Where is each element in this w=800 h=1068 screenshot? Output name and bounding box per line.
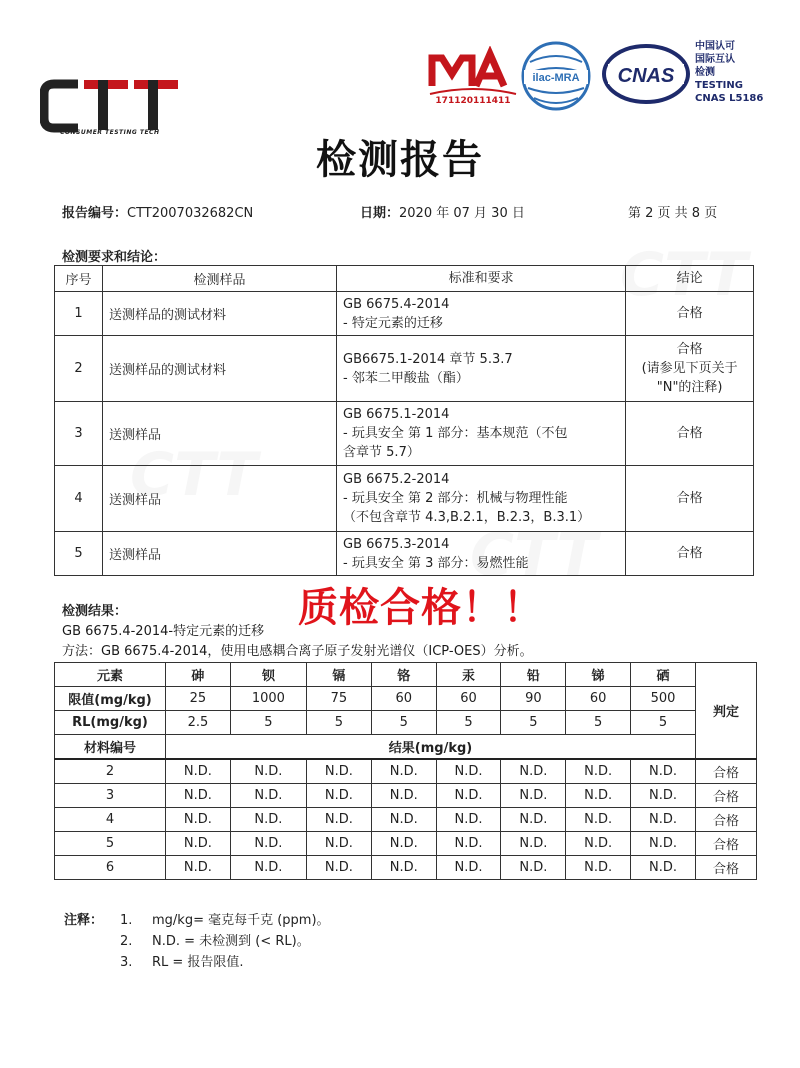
result-value: N.D. (307, 784, 372, 808)
result-value: N.D. (307, 832, 372, 856)
rl-value: 2.5 (166, 711, 231, 735)
cnas-caption-line: CNAS L5186 (695, 93, 764, 104)
notes (64, 910, 330, 973)
limit-label: 限值(mg/kg) (55, 687, 166, 711)
row-number: 2 (55, 336, 103, 402)
conclusion-line: "N"的注释) (656, 380, 723, 395)
standard-line: （不包含章节 4.3,B.2.1，B.2.3，B.3.1） (343, 510, 591, 525)
result-value: N.D. (501, 759, 566, 784)
rl-value: 5 (566, 711, 631, 735)
rl-value: 5 (501, 711, 566, 735)
conclusion (626, 336, 754, 402)
result-value: N.D. (307, 759, 372, 784)
cnas-caption-line: 中国认可 (695, 41, 735, 52)
result-value: N.D. (166, 784, 231, 808)
result-value: N.D. (230, 784, 306, 808)
result-value: N.D. (631, 856, 696, 880)
table-row (55, 402, 754, 466)
result-value: N.D. (166, 832, 231, 856)
limit-value: 1000 (230, 687, 306, 711)
standard (337, 336, 626, 402)
element-name: 镉 (307, 663, 372, 687)
requirements-heading: 检测要求和结论： (62, 250, 167, 265)
result-value: N.D. (230, 856, 306, 880)
table-row (55, 292, 754, 336)
conclusion: 合格 (626, 292, 754, 336)
report-number (62, 202, 253, 221)
standard (337, 402, 626, 466)
note-number: 3. (120, 955, 133, 970)
material-id: 6 (55, 856, 166, 880)
col-header: 检测样品 (103, 266, 337, 292)
rl-row (55, 711, 757, 735)
element-name: 钡 (230, 663, 306, 687)
note-number: 1. (120, 913, 133, 928)
material-id: 4 (55, 808, 166, 832)
page-indicator: 第 2 页 共 8 页 (628, 206, 718, 221)
material-id: 5 (55, 832, 166, 856)
table-row (55, 832, 757, 856)
limit-value: 60 (436, 687, 501, 711)
row-number: 5 (55, 532, 103, 576)
standard-line: - 玩具安全 第 3 部分：易燃性能 (343, 555, 529, 571)
sample-name: 送测样品的测试材料 (103, 292, 337, 336)
col-header: 结论 (626, 266, 754, 292)
result-value: N.D. (566, 784, 631, 808)
ilac-mra-mark (520, 40, 592, 112)
result-value: N.D. (230, 832, 306, 856)
standard (337, 292, 626, 336)
limit-value: 75 (307, 687, 372, 711)
element-row (55, 663, 757, 687)
result-unit-label: 结果(mg/kg) (166, 735, 696, 760)
quality-stamp: 质检合格！！ (298, 585, 544, 631)
report-date-label: 日期： (360, 206, 400, 221)
logo-tagline: CONSUMER TESTING TECH (60, 129, 160, 136)
standard-line: - 玩具安全 第 1 部分：基本规范（不包 (343, 426, 568, 441)
report-number-label: 报告编号： (62, 206, 128, 221)
verdict: 合格 (696, 759, 757, 784)
note-item (64, 910, 330, 931)
verdict: 合格 (696, 856, 757, 880)
element-name: 锑 (566, 663, 631, 687)
result-value: N.D. (566, 808, 631, 832)
limit-value: 90 (501, 687, 566, 711)
standard-line: - 邻苯二甲酸盐（酯） (343, 370, 469, 386)
ilac-text: ilac-MRA (532, 72, 580, 84)
limit-row (55, 687, 757, 711)
document-title: 检测报告 (316, 137, 484, 183)
result-value: N.D. (501, 784, 566, 808)
note-text: N.D. = 未检测到 (< RL)。 (152, 934, 310, 949)
cnas-caption-line: 国际互认 (695, 54, 735, 65)
results-method: 方法：GB 6675.4-2014，使用电感耦合离子原子发射光谱仪（ICP-OES）分析。 (62, 644, 533, 659)
results-standard: GB 6675.4-2014-特定元素的迁移 (62, 624, 265, 639)
result-value: N.D. (230, 759, 306, 784)
results-table (54, 662, 757, 880)
cnas-caption (695, 40, 763, 105)
conclusion: 合格 (626, 466, 754, 532)
standard-line: - 特定元素的迁移 (343, 315, 443, 331)
result-value: N.D. (166, 759, 231, 784)
element-name: 硒 (631, 663, 696, 687)
table-header-row (55, 266, 754, 292)
table-row (55, 808, 757, 832)
result-value: N.D. (371, 759, 436, 784)
result-value: N.D. (501, 856, 566, 880)
element-name: 汞 (436, 663, 501, 687)
col-header: 标准和要求 (337, 266, 626, 292)
cnas-text: CNAS (617, 65, 675, 87)
result-value: N.D. (501, 808, 566, 832)
result-value: N.D. (371, 856, 436, 880)
requirements-table (54, 265, 754, 576)
result-value: N.D. (307, 856, 372, 880)
standard-line: 含章节 5.7） (343, 445, 420, 460)
element-name: 砷 (166, 663, 231, 687)
standard-line: GB 6675.3-2014 (343, 536, 450, 552)
row-number: 4 (55, 466, 103, 532)
standard-line: GB 6675.1-2014 (343, 407, 450, 422)
report-number-value: CTT2007032682CN (127, 206, 254, 221)
report-date-value: 2020 年 07 月 30 日 (399, 206, 525, 221)
limit-value: 60 (566, 687, 631, 711)
verdict: 合格 (696, 832, 757, 856)
notes-label: 注释： (64, 913, 104, 928)
report-date (360, 202, 525, 221)
standard-line: GB 6675.2-2014 (343, 472, 450, 487)
standard-line: GB6675.1-2014 章节 5.3.7 (343, 351, 513, 367)
result-value: N.D. (436, 856, 501, 880)
result-value: N.D. (436, 832, 501, 856)
result-value: N.D. (566, 856, 631, 880)
cnas-caption-line: 检测 (695, 67, 715, 78)
table-row (55, 856, 757, 880)
verdict: 合格 (696, 808, 757, 832)
row-number: 3 (55, 402, 103, 466)
material-header-row (55, 735, 757, 760)
result-value: N.D. (631, 832, 696, 856)
standard-line: GB 6675.4-2014 (343, 296, 450, 312)
table-row (55, 466, 754, 532)
material-id: 2 (55, 759, 166, 784)
table-row (55, 336, 754, 402)
rl-value: 5 (371, 711, 436, 735)
cma-number: 171120111411 (435, 96, 511, 106)
limit-value: 25 (166, 687, 231, 711)
element-name: 铬 (371, 663, 436, 687)
rl-value: 5 (230, 711, 306, 735)
table-row (55, 784, 757, 808)
result-value: N.D. (371, 784, 436, 808)
standard (337, 466, 626, 532)
conclusion-line: 合格 (676, 342, 703, 357)
result-value: N.D. (631, 759, 696, 784)
standard-line: - 玩具安全 第 2 部分：机械与物理性能 (343, 491, 568, 506)
limit-value: 500 (631, 687, 696, 711)
result-value: N.D. (371, 808, 436, 832)
result-value: N.D. (436, 808, 501, 832)
result-value: N.D. (436, 784, 501, 808)
result-value: N.D. (166, 808, 231, 832)
conclusion: 合格 (626, 532, 754, 576)
results-heading: 检测结果： (62, 604, 128, 619)
rl-label: RL(mg/kg) (55, 711, 166, 735)
result-value: N.D. (566, 759, 631, 784)
standard (337, 532, 626, 576)
col-header: 序号 (55, 266, 103, 292)
note-number: 2. (120, 934, 133, 949)
table-row (55, 532, 754, 576)
rl-value: 5 (436, 711, 501, 735)
result-value: N.D. (631, 808, 696, 832)
limit-value: 60 (371, 687, 436, 711)
row-number: 1 (55, 292, 103, 336)
element-label: 元素 (55, 663, 166, 687)
rl-value: 5 (631, 711, 696, 735)
conclusion: 合格 (626, 402, 754, 466)
sample-name: 送测样品 (103, 466, 337, 532)
conclusion-line: (请参见下页关于 (641, 361, 738, 376)
sample-name: 送测样品 (103, 402, 337, 466)
verdict: 合格 (696, 784, 757, 808)
verdict-header: 判定 (696, 663, 757, 760)
result-value: N.D. (371, 832, 436, 856)
result-value: N.D. (566, 832, 631, 856)
note-item (64, 952, 330, 973)
sample-name: 送测样品的测试材料 (103, 336, 337, 402)
table-row (55, 759, 757, 784)
sample-name: 送测样品 (103, 532, 337, 576)
material-id: 3 (55, 784, 166, 808)
note-item (64, 931, 330, 952)
result-value: N.D. (166, 856, 231, 880)
rl-value: 5 (307, 711, 372, 735)
cnas-caption-line: TESTING (695, 80, 743, 91)
note-text: mg/kg= 毫克每千克 (ppm)。 (152, 913, 330, 928)
result-value: N.D. (436, 759, 501, 784)
note-text: RL = 报告限值. (152, 955, 244, 970)
cnas-mark (600, 42, 692, 106)
result-value: N.D. (230, 808, 306, 832)
element-name: 铅 (501, 663, 566, 687)
material-label: 材料编号 (55, 735, 166, 760)
result-value: N.D. (501, 832, 566, 856)
result-value: N.D. (307, 808, 372, 832)
result-value: N.D. (631, 784, 696, 808)
